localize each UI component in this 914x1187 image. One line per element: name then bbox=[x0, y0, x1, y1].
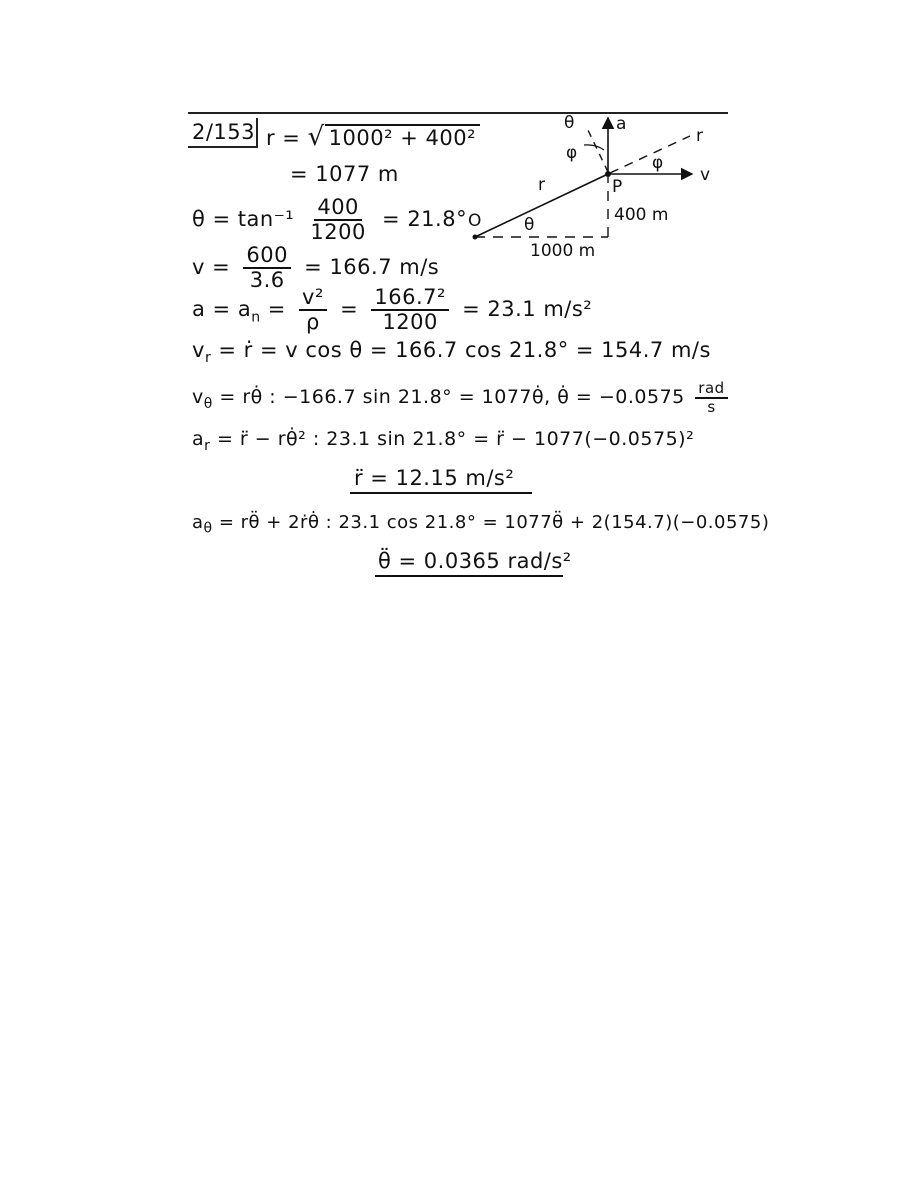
equation-vr bbox=[192, 338, 711, 366]
equation-theta-rhs: = 21.8° bbox=[382, 207, 468, 232]
equation-vr-rhs: = ṙ = v cos θ = 166.7 cos 21.8° = 154.7 m/s bbox=[218, 338, 711, 362]
equation-ar bbox=[192, 428, 694, 454]
label-O: O bbox=[468, 211, 482, 231]
equation-v-den: 3.6 bbox=[249, 268, 285, 293]
equation-r-sqrt: 1000² + 400² bbox=[325, 124, 480, 150]
equation-a bbox=[192, 286, 592, 334]
equation-vtheta-rhs: = rθ̇ : −166.7 sin 21.8° = 1077θ̇, θ̇ = −0.0575 bbox=[219, 386, 685, 408]
label-400m: 400 m bbox=[614, 205, 669, 225]
geometry-diagram bbox=[460, 112, 730, 262]
label-1000m: 1000 m bbox=[530, 241, 596, 261]
equation-vtheta bbox=[192, 380, 734, 415]
label-phi-right: φ bbox=[652, 153, 664, 173]
label-a: a bbox=[616, 114, 627, 134]
equation-r-lhs: r = bbox=[266, 126, 308, 150]
equation-a-eq: = bbox=[267, 297, 286, 322]
equation-vr-lhs: v bbox=[192, 338, 205, 362]
equation-theta-num: 400 bbox=[314, 196, 362, 221]
label-theta-angle: θ bbox=[524, 215, 535, 235]
equation-atheta bbox=[192, 512, 769, 537]
equation-vtheta-lhs: v bbox=[192, 386, 204, 408]
label-theta-top: θ bbox=[564, 113, 575, 133]
equation-ar-lhs: a bbox=[192, 428, 205, 450]
equation-a-rhs: = 23.1 m/s² bbox=[462, 297, 593, 322]
equation-v-lhs: v = bbox=[192, 255, 231, 280]
label-r: r bbox=[538, 175, 545, 195]
equation-a-den1: ρ bbox=[306, 310, 320, 335]
equation-vtheta-unit-num: rad bbox=[695, 380, 727, 399]
result-rddot: r̈ = 12.15 m/s² bbox=[354, 466, 515, 490]
equation-atheta-lhs: a bbox=[192, 512, 204, 533]
equation-ar-lhs-sub: r bbox=[204, 437, 211, 454]
equation-theta bbox=[192, 196, 467, 244]
result-thetaddot-underline bbox=[375, 575, 563, 577]
problem-number: 2/153 bbox=[192, 120, 256, 144]
equation-v-num: 600 bbox=[243, 244, 291, 269]
equation-a-num1: v² bbox=[299, 286, 327, 311]
r-direction-dashed bbox=[610, 136, 690, 173]
equation-r: r = √ 1000² + 400² bbox=[266, 122, 480, 152]
equation-r-value: = 1077 m bbox=[290, 162, 399, 186]
equation-atheta-rhs: = rθ̈ + 2ṙθ̇ : 23.1 cos 21.8° = 1077θ̈ + 2(154.7)(−0.0575) bbox=[218, 512, 770, 533]
equation-a-lhs-sub: n bbox=[251, 309, 261, 326]
equation-v-rhs: = 166.7 m/s bbox=[304, 255, 440, 280]
label-r-top: r bbox=[696, 126, 703, 146]
label-P: P bbox=[612, 177, 623, 197]
label-phi-left: φ bbox=[566, 143, 578, 163]
label-v: v bbox=[700, 165, 711, 185]
equation-a-eq2: = bbox=[340, 297, 359, 322]
equation-theta-den: 1200 bbox=[310, 220, 366, 245]
equation-vtheta-lhs-sub: θ bbox=[203, 395, 213, 412]
result-thetaddot: θ̈ = 0.0365 rad/s² bbox=[378, 549, 572, 573]
equation-vtheta-unit-den: s bbox=[707, 397, 716, 416]
equation-atheta-lhs-sub: θ bbox=[203, 520, 213, 537]
equation-ar-rhs: = r̈ − rθ̇² : 23.1 sin 21.8° = r̈ − 1077(−0.0575)² bbox=[216, 428, 695, 450]
result-rddot-underline bbox=[350, 492, 532, 494]
equation-vr-lhs-sub: r bbox=[204, 350, 212, 367]
equation-theta-lhs: θ = tan⁻¹ bbox=[192, 207, 295, 232]
equation-a-num2: 166.7² bbox=[371, 286, 449, 311]
equation-a-den2: 1200 bbox=[382, 310, 438, 335]
theta-direction-dashed bbox=[586, 126, 608, 172]
phi-arc bbox=[584, 145, 604, 150]
equation-a-lhs: a = a bbox=[192, 297, 252, 322]
